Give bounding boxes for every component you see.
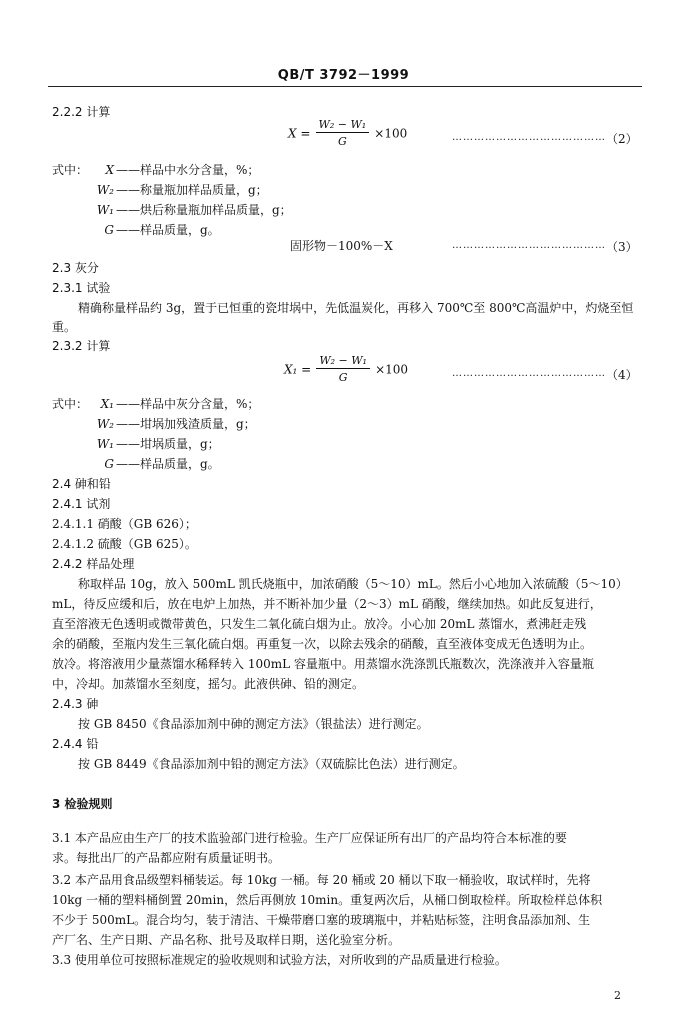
section-2-4-1-2: 2.4.1.2 硫酸（GB 625）。 (52, 537, 197, 551)
section-3-heading: 3 检验规则 (52, 797, 113, 811)
where-1-desc-2: ——烘后称量瓶加样品质量，g； (116, 203, 292, 217)
section-3-3-text: 3.3 使用单位可按照标准规定的验收规则和试验方法，对所收到的产品质量进行检验。 (52, 953, 507, 967)
equation-3: 固形物－100%－X (290, 239, 393, 253)
section-2-4-2-heading: 2.4.2 样品处理 (52, 557, 135, 571)
where-1-prefix: 式中： (52, 163, 89, 177)
section-3-1-line-0: 3.1 本产品应由生产厂的技术监验部门进行检验。生产厂应保证所有出厂的产品均符合本标准的要 (52, 831, 567, 845)
where-1-sym-2: W₁ (96, 203, 114, 217)
section-3-1-line-1: 求。每批出厂的产品都应附有质量证明书。 (52, 851, 281, 865)
section-2-4-heading: 2.4 砷和铅 (52, 477, 111, 491)
where-1-desc-0: ——样品中水分含量，%； (116, 163, 260, 177)
where-1-sym-3: G (104, 223, 114, 237)
where-2-sym-0: X₁ (100, 397, 114, 411)
section-2-2-2-heading: 2.2.2 计算 (52, 105, 111, 119)
section-2-4-4-heading: 2.4.4 铅 (52, 737, 99, 751)
section-2-4-2-line-5: 中，冷却。加蒸馏水至刻度，摇匀。此液供砷、铅的测定。 (52, 677, 365, 691)
equation-2-leader-dots: …………………………………… (452, 132, 606, 143)
section-2-4-1-1: 2.4.1.1 硝酸（GB 626）； (52, 517, 197, 531)
where-1-sym-1: W₂ (96, 183, 114, 197)
header-rule (48, 86, 642, 87)
where-1-desc-1: ——称量瓶加样品质量，g； (116, 183, 268, 197)
equation-4-fraction (316, 354, 370, 384)
section-2-3-1-heading: 2.3.1 试验 (52, 281, 111, 295)
equation-3-leader-dots: …………………………………… (452, 240, 606, 251)
standard-code-header: QB/T 3792－1999 (277, 68, 410, 83)
section-2-3-2-heading: 2.3.2 计算 (52, 339, 111, 353)
section-2-4-3-heading: 2.4.3 砷 (52, 697, 99, 711)
where-1-sym-0: X (105, 163, 114, 177)
equation-2-number: （2） (606, 132, 638, 146)
where-2-desc-1: ——坩埚加残渣质量，g； (116, 417, 256, 431)
section-3-2-line-2: 不少于 500mL。混合均匀，装于清洁、干燥带磨口塞的玻璃瓶中，并粘贴标签，注明食品添加剂、生 (52, 913, 591, 927)
where-1-desc-3: ——样品质量，g。 (116, 223, 220, 237)
section-2-4-2-line-3: 余的硝酸，至瓶内发生三氧化硫白烟。再重复一次，以除去残余的硝酸，直至液体变成无色透明为止。 (52, 637, 593, 651)
where-2-desc-3: ——样品质量，g。 (116, 457, 220, 471)
equation-2-numerator: W₂ − W₁ (316, 118, 370, 133)
equation-4-denominator: G (338, 371, 348, 384)
section-2-4-2-line-1: mL，待反应缓和后，放在电炉上加热，并不断补加少量（2～3）mL 硝酸，继续加热。如此反复进行， (52, 597, 602, 611)
section-2-4-2-line-0: 称取样品 10g，放入 500mL 凯氏烧瓶中，加浓硝酸（5～10）mL。然后小心地加入浓硫酸（5～10） (78, 577, 628, 591)
section-3-2-line-3: 产厂名、生产日期、产品名称、批号及取样日期，送化验室分析。 (52, 933, 401, 947)
section-2-4-3-text: 按 GB 8450《食品添加剂中砷的测定方法》（银盐法）进行测定。 (78, 717, 429, 731)
equation-4-tail: ×100 (375, 362, 409, 377)
equation-2-denominator: G (337, 135, 347, 148)
equation-4 (284, 354, 408, 384)
equation-4-lhs: X₁ = (284, 362, 312, 377)
where-2-desc-0: ——样品中灰分含量，%； (116, 397, 260, 411)
where-2-sym-3: G (104, 457, 114, 471)
page-number: 2 (614, 989, 621, 1002)
equation-2-lhs: X = (288, 126, 311, 141)
where-2-sym-1: W₂ (96, 417, 114, 431)
equation-2-tail: ×100 (374, 126, 408, 141)
section-2-4-1-heading: 2.4.1 试剂 (52, 497, 111, 511)
section-2-3-1-paragraph: 精确称量样品约 3g，置于已恒重的瓷坩埚中，先低温炭化，再移入 700℃至 800℃高温炉中，灼烧至恒重。 (52, 301, 634, 334)
where-2-sym-2: W₁ (96, 437, 114, 451)
section-3-2-line-1: 10kg 一桶的塑料桶倒置 20min，然后再侧放 10min。重复两次后，从桶口倒取检样。所取检样总体积 (52, 893, 603, 907)
section-2-4-4-text: 按 GB 8449《食品添加剂中铅的测定方法》（双硫腙比色法）进行测定。 (78, 757, 465, 771)
equation-3-number: （3） (606, 240, 638, 254)
section-2-4-2-line-2: 直至溶液无色透明或微带黄色，只发生二氧化硫白烟为止。放冷。小心加 20mL 蒸馏水，煮沸赶走残 (52, 617, 587, 631)
section-2-3-heading: 2.3 灰分 (52, 261, 99, 275)
equation-4-number: （4） (606, 368, 638, 382)
equation-2 (288, 118, 407, 148)
section-2-4-2-line-4: 放冷。将溶液用少量蒸馏水稀释转入 100mL 容量瓶中。用蒸馏水洗涤凯氏瓶数次，洗涤液并入容量瓶 (52, 657, 594, 671)
equation-4-numerator: W₂ − W₁ (316, 354, 370, 369)
where-2-prefix: 式中： (52, 397, 89, 411)
equation-2-fraction (316, 118, 370, 148)
equation-4-leader-dots: …………………………………… (452, 368, 606, 379)
where-2-desc-2: ——坩埚质量，g； (116, 437, 220, 451)
section-3-2-line-0: 3.2 本产品用食品级塑料桶装运。每 10kg 一桶。每 20 桶或 20 桶以下取一桶验收，取试样时，先将 (52, 873, 591, 887)
